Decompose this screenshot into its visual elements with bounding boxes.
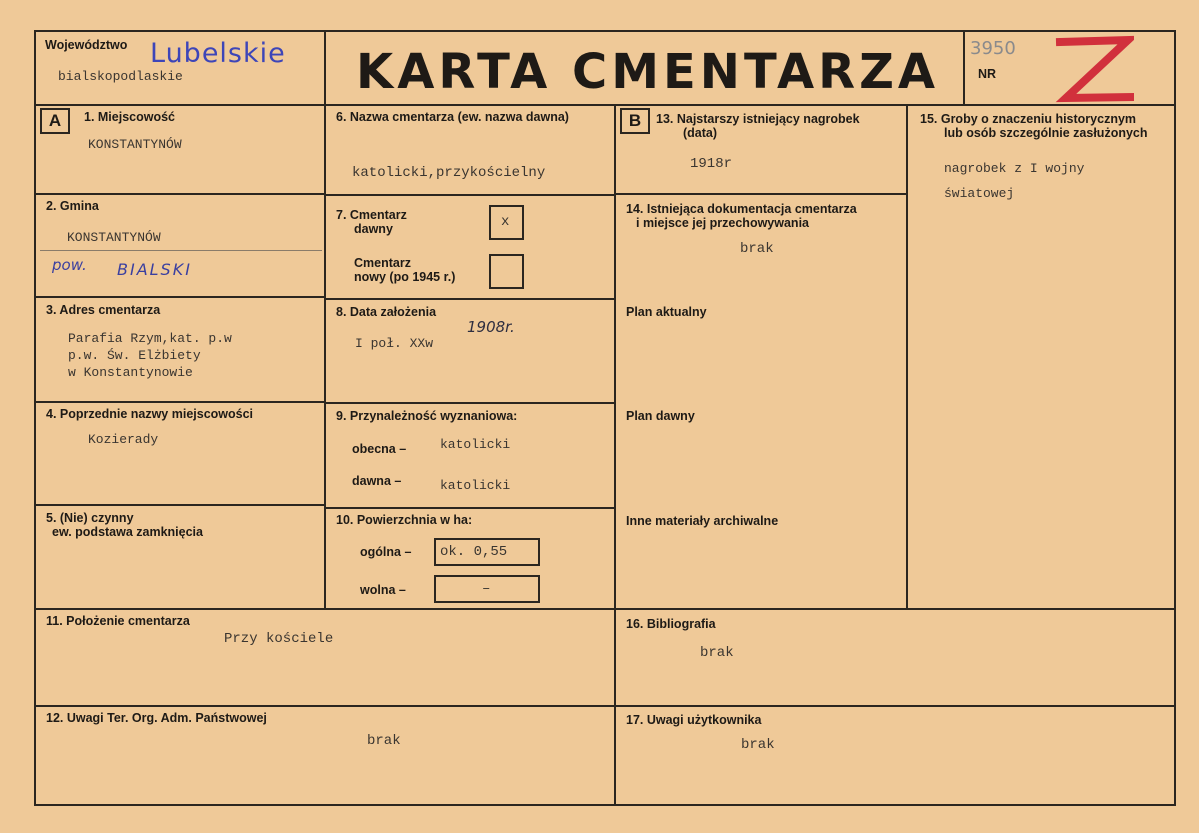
divider-nr (963, 30, 965, 106)
field-9-current-value: katolicki (440, 437, 511, 452)
divider-a3 (34, 401, 324, 403)
field-10-total-value: ok. 0,55 (440, 544, 508, 560)
field-9-former-value: katolicki (440, 478, 511, 493)
field-6-label: 6. Nazwa cmentarza (ew. nazwa dawna) (336, 110, 569, 124)
field-7-new-checkbox[interactable] (489, 254, 524, 289)
field-9-label: 9. Przynależność wyznaniowa: (336, 409, 518, 423)
z-mark (1054, 35, 1134, 107)
nr-pencil: 3950 (970, 38, 1016, 59)
field-7-old-checkbox[interactable] (489, 205, 524, 240)
field-2-label: 2. Gmina (46, 199, 99, 213)
divider-col-2 (614, 105, 616, 806)
field-6-value: katolicki,przykościelny (352, 165, 546, 181)
divider-col-1 (324, 30, 326, 608)
wojewodztwo-stamp: Lubelskie (150, 38, 286, 69)
divider-b1 (614, 193, 906, 195)
page-title: KARTA CMENTARZA (356, 44, 940, 100)
field-12-value: brak (367, 733, 401, 749)
field-9-current-label: obecna – (352, 442, 407, 456)
field-3-line3: w Konstantynowie (68, 365, 193, 380)
divider-col-3 (906, 105, 908, 610)
field-8-label: 8. Data założenia (336, 305, 437, 319)
field-14-sublabel: i miejsce jej przechowywania (636, 216, 809, 230)
field-10-free-value: – (482, 581, 491, 597)
section-b-marker: B (620, 108, 650, 134)
field-10-free-label: wolna – (360, 583, 406, 597)
field-2-hand-prefix: pow. (52, 256, 87, 274)
field-9-former-label: dawna – (352, 474, 402, 488)
divider-m4 (324, 507, 614, 509)
field-3-line2: p.w. Św. Elżbiety (68, 348, 201, 363)
field-4-label: 4. Poprzednie nazwy miejscowości (46, 407, 254, 421)
divider-m2 (324, 298, 614, 300)
field-8-value: I poł. XXw (355, 336, 434, 351)
field-13-label: 13. Najstarszy istniejący nagrobek (656, 112, 860, 126)
field-14-other: Inne materiały archiwalne (626, 514, 779, 528)
field-1-value: KONSTANTYNÓW (88, 137, 182, 152)
field-11-value: Przy kościele (224, 631, 334, 647)
divider-header (34, 104, 1176, 106)
field-14-label: 14. Istniejąca dokumentacja cmentarza (626, 202, 857, 216)
field-2-value: KONSTANTYNÓW (67, 230, 161, 245)
field-14-plan-current: Plan aktualny (626, 305, 707, 319)
divider-lower-1 (34, 608, 1176, 610)
field-7-label: 7. Cmentarz (336, 208, 407, 222)
field-8-hand: 1908r. (467, 318, 515, 336)
field-15-sublabel: lub osób szczególnie zasłużonych (944, 126, 1148, 140)
field-13-value: 1918r (690, 156, 733, 172)
divider-m3 (324, 402, 614, 404)
field-10-label: 10. Powierzchnia w ha: (336, 513, 473, 527)
field-5-label: 5. (Nie) czynny (46, 511, 134, 525)
field-7-old-mark: x (501, 214, 510, 230)
field-13-sublabel: (data) (683, 126, 718, 140)
divider-m1 (324, 194, 614, 196)
divider-a4 (34, 504, 324, 506)
nr-label: NR (978, 67, 997, 81)
wojewodztwo-label: Województwo (45, 38, 128, 52)
field-7-old-label: dawny (354, 222, 393, 236)
field-11-label: 11. Położenie cmentarza (46, 614, 190, 628)
divider-a2 (34, 296, 324, 298)
field-17-label: 17. Uwagi użytkownika (626, 713, 762, 727)
field-10-total-label: ogólna – (360, 545, 412, 559)
field-7-new-label: Cmentarz (354, 256, 411, 270)
field-10-free-box[interactable] (434, 575, 540, 603)
field-4-value: Kozierady (88, 432, 159, 447)
field-3-label: 3. Adres cmentarza (46, 303, 161, 317)
field-15-label: 15. Groby o znaczeniu historycznym (920, 112, 1137, 126)
field-7-new-sublabel: nowy (po 1945 r.) (354, 270, 456, 284)
divider-lower-2 (34, 705, 1176, 707)
field-10-total-box[interactable] (434, 538, 540, 566)
field-15-line2: światowej (944, 186, 1015, 201)
field-14-plan-old: Plan dawny (626, 409, 695, 423)
wojewodztwo-typed: bialskopodlaskie (58, 69, 183, 84)
field-2-hand-value: BIALSKI (117, 260, 192, 279)
field-15-line1: nagrobek z I wojny (944, 161, 1085, 176)
field-17-value: brak (741, 737, 775, 753)
field-16-value: brak (700, 645, 734, 661)
divider-a1 (34, 193, 324, 195)
field-5-sublabel: ew. podstawa zamknięcia (52, 525, 203, 539)
field-3-line1: Parafia Rzym,kat. p.w (68, 331, 232, 346)
field-12-label: 12. Uwagi Ter. Org. Adm. Państwowej (46, 711, 267, 725)
divider-gmina-inner (40, 250, 322, 251)
field-16-label: 16. Bibliografia (626, 617, 716, 631)
field-1-label: 1. Miejscowość (84, 110, 176, 124)
section-a-marker: A (40, 108, 70, 134)
field-14-value: brak (740, 241, 774, 257)
